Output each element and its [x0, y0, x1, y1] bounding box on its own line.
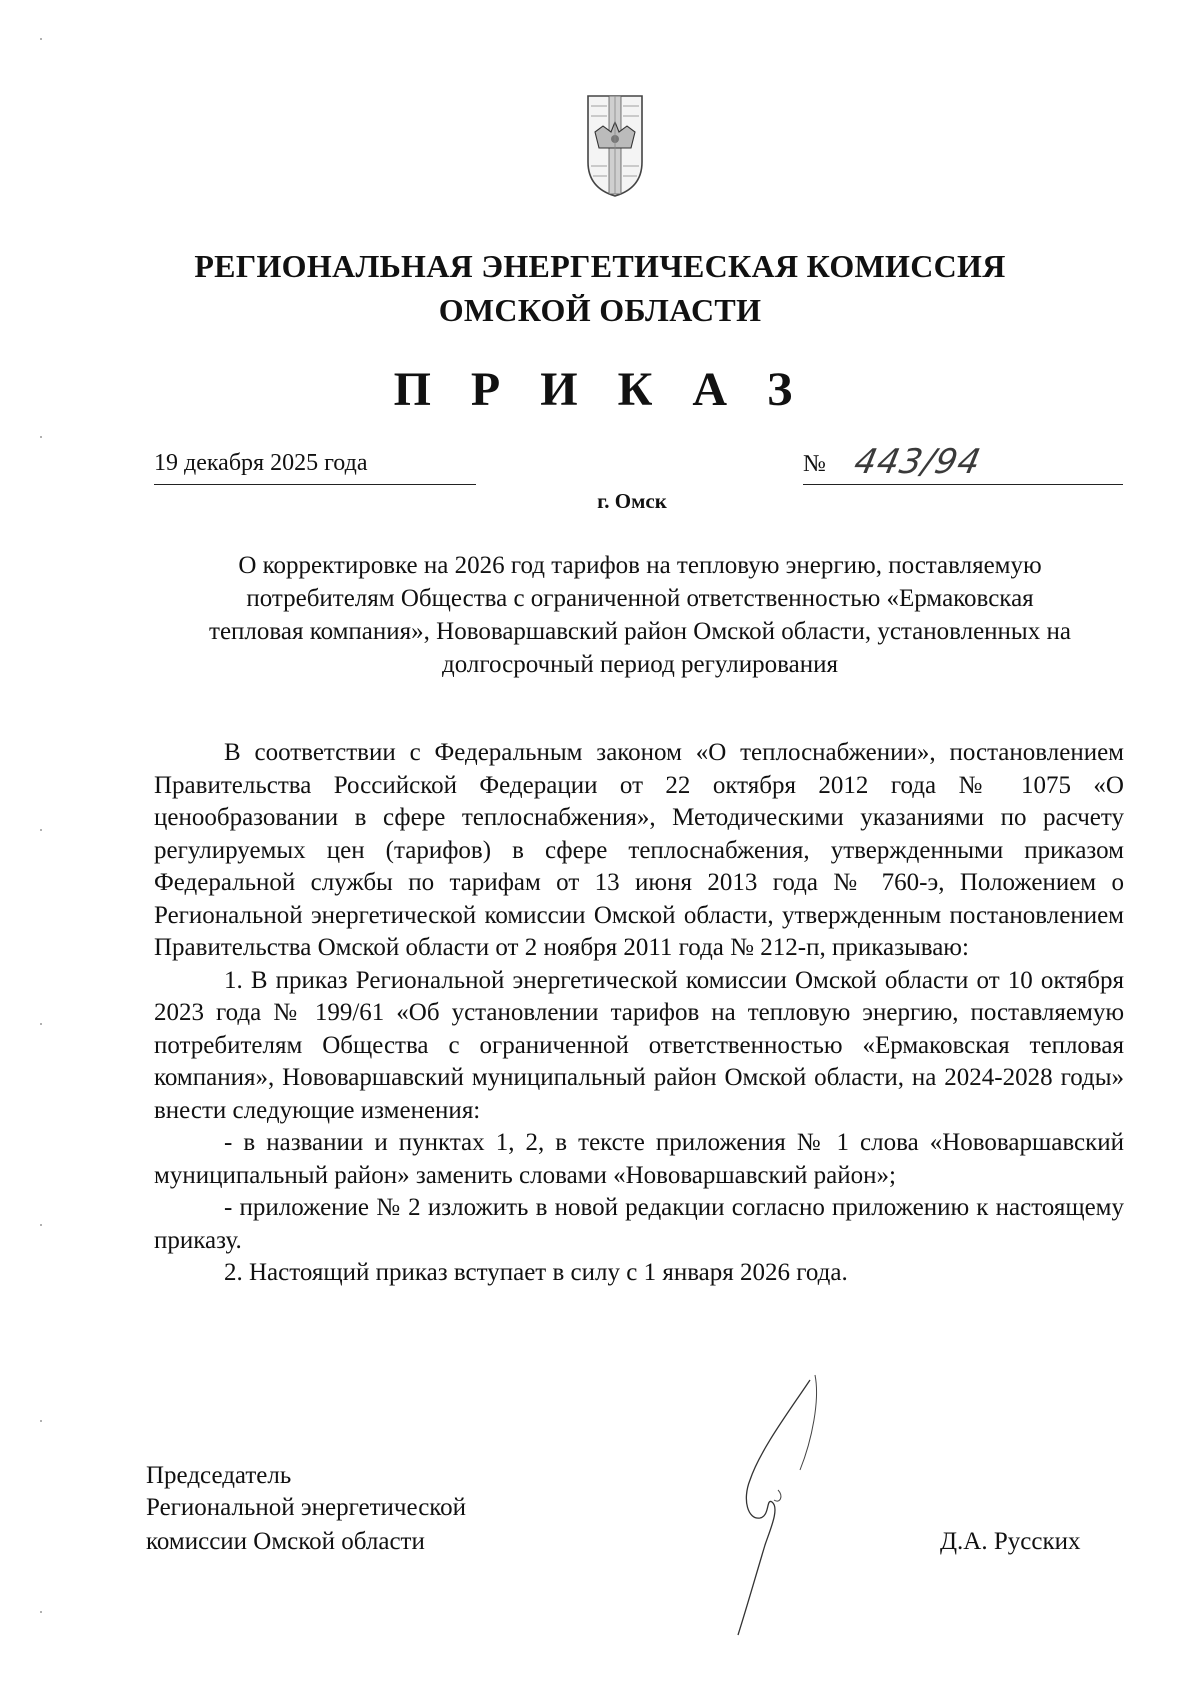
number-sign: №	[803, 451, 826, 477]
coat-of-arms-icon	[585, 92, 645, 200]
organization-name-line2: ОМСКОЙ ОБЛАСТИ	[438, 292, 762, 328]
document-body	[154, 737, 1124, 1290]
scan-artifact	[40, 1023, 42, 1025]
document-date-field	[154, 450, 476, 485]
document-number-field	[803, 442, 1123, 485]
document-number: 443/94	[850, 442, 985, 482]
scan-artifact	[40, 38, 42, 40]
scan-artifact	[40, 1224, 42, 1226]
item-1-sub-b: - приложение № 2 изложить в новой редакции согласно приложению к настоящему приказу.	[154, 1194, 1124, 1254]
document-subject: О корректировке на 2026 год тарифов на тепловую энергию, поставляемую потребителям Общества с ограниченной ответственностью «Ермаковская тепловая компания», Нововаршавский район Омской области, установленных на долгосрочный период регулирования	[209, 552, 1071, 678]
item-2-paragraph: 2. Настоящий приказ вступает в силу с 1 января 2026 года.	[224, 1259, 848, 1286]
signer-position-line2: Региональной энергетической	[146, 1494, 467, 1521]
scan-artifact	[40, 1611, 42, 1613]
city-name: г. Омск	[597, 489, 667, 513]
scan-artifact	[40, 829, 42, 831]
document-date: 19 декабря 2025 года	[154, 450, 368, 476]
organization-name-line1: РЕГИОНАЛЬНАЯ ЭНЕРГЕТИЧЕСКАЯ КОМИССИЯ	[194, 248, 1006, 284]
item-1-sub-a: - в названии и пунктах 1, 2, в тексте приложения № 1 слова «Нововаршавский муниципальный район» заменить словами «Нововаршавский район»;	[154, 1129, 1124, 1189]
signer-name: Д.А. Русских	[940, 1528, 1081, 1555]
signer-position-line3: комиссии Омской области	[146, 1528, 425, 1555]
item-1-paragraph: 1. В приказ Региональной энергетической комиссии Омской области от 10 октября 2023 года № 199/61 «Об установлении тарифов на тепловую энергию, поставляемую потребителям Общества с ограниченной ответственностью «Ермаковская тепловая компания», Нововаршавский муниципальный район Омской области, на 2024-2028 годы» внести следующие изменения:	[154, 966, 1124, 1124]
preamble-paragraph: В соответствии с Федеральным законом «О теплоснабжении», постановлением Правительства Российской Федерации от 22 октября 2012 года № 1075 «О ценообразовании в сфере теплоснабжения», Методическими указаниями по расчету регулируемых цен (тарифов) в сфере теплоснабжения, утвержденными приказом Федеральной службы по тарифам от 13 июня 2013 года № 760-э, Положением о Региональной энергетической комиссии Омской области, утвержденным постановлением Правительства Омской области от 2 ноября 2011 года № 212-п, приказываю:	[154, 739, 1124, 961]
handwritten-signature-icon	[720, 1370, 850, 1640]
document-type-title: П Р И К А З	[393, 363, 807, 416]
scan-artifact	[40, 436, 42, 438]
signer-position-line1: Председатель	[146, 1462, 292, 1489]
scan-artifact	[40, 1420, 42, 1422]
